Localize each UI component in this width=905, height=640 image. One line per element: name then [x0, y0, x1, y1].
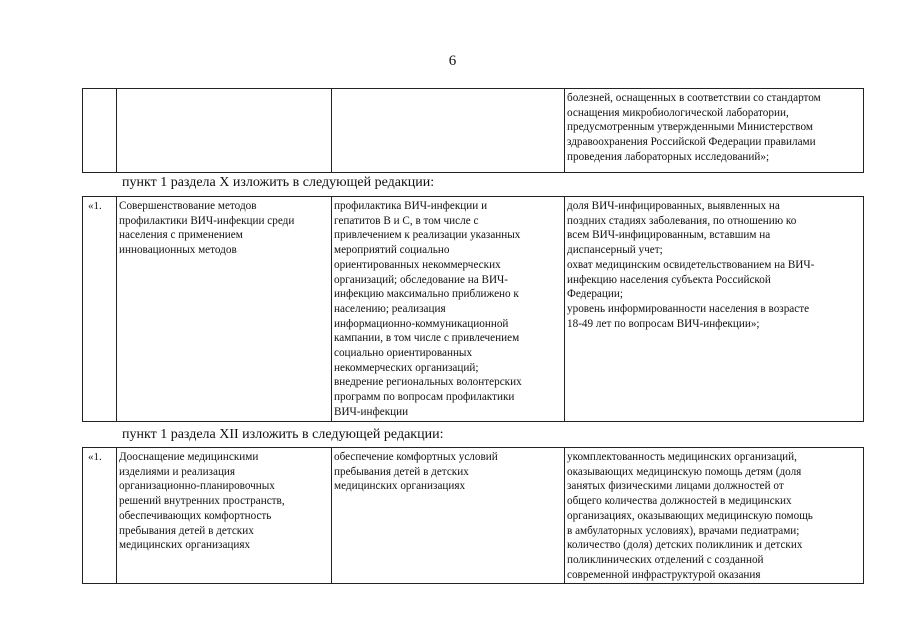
text-line: инфекцию максимально приближено к — [334, 288, 519, 301]
text-line: инфекцию населения субъекта Российской — [567, 273, 771, 286]
table-section-xii — [82, 447, 864, 584]
text-line: пребывания детей в детских — [119, 524, 254, 537]
text-line: инновационных методов — [119, 244, 237, 257]
cell-measures — [332, 197, 565, 422]
text-line: здравоохранения Российской Федерации правилами — [567, 136, 816, 149]
text-line: предусмотренным утвержденными Министерством — [567, 121, 813, 134]
text-line: организационно-планировочных — [119, 480, 275, 493]
text-line: информационно-коммуникационной — [334, 317, 509, 330]
text-line: некоммерческих организаций; — [334, 361, 479, 374]
text-line: доля ВИЧ-инфицированных, выявленных на — [567, 200, 780, 212]
text-line: Совершенствование методов — [119, 200, 257, 212]
text-line: болезней, оснащенных в соответствии со стандартом — [567, 92, 821, 104]
text-line: Дооснащение медицинскими — [119, 451, 259, 463]
text-line: профилактики ВИЧ-инфекции среди — [119, 214, 295, 227]
text-line: гепатитов В и С, в том числе с — [334, 214, 479, 227]
text-line: социально ориентированных — [334, 347, 473, 360]
text-line: кампании, в том числе с привлечением — [334, 332, 520, 345]
text-line: общего количества должностей в медицинских — [567, 495, 792, 508]
text-line: диспансерный учет; — [567, 244, 663, 257]
cell-activity — [117, 448, 332, 584]
table-row — [83, 448, 864, 584]
cell-marker — [83, 89, 117, 173]
text-line: проведения лабораторных исследований»; — [567, 150, 770, 163]
row-marker: «1. — [88, 451, 102, 463]
cell-activity — [117, 89, 332, 173]
text-line: в амбулаторных условиях), врачами педиатрами; — [567, 524, 800, 537]
text-line: организаций; обследование на ВИЧ- — [334, 273, 509, 286]
page-number: 6 — [448, 53, 457, 69]
text-line: оснащения микробиологической лаборатории, — [567, 106, 789, 119]
text-line: поздних стадиях заболевания, по отношению ко — [567, 214, 797, 227]
text-line: организациях, оказывающих медицинскую помощь — [567, 509, 813, 522]
text-line: пребывания детей в детских — [334, 465, 469, 478]
text-line: укомплектованность медицинских организаций, — [567, 451, 797, 463]
table-row — [83, 197, 864, 422]
text-line: уровень информированности населения в возрасте — [567, 302, 810, 315]
table-continuation — [82, 88, 864, 173]
text-line: охват медицинским освидетельствованием на ВИЧ- — [567, 258, 815, 271]
text-line: населения с применением — [119, 229, 243, 242]
text-line: внедрение региональных волонтерских — [334, 376, 522, 389]
text-line: ВИЧ-инфекции — [334, 405, 409, 418]
text-line: изделиями и реализация — [119, 465, 236, 478]
cell-activity — [117, 197, 332, 422]
text-line: всем ВИЧ-инфицированным, вставшим на — [567, 229, 771, 242]
cell-marker — [83, 448, 117, 584]
text-line: решений внутренних пространств, — [119, 495, 285, 508]
cell-indicators — [565, 448, 864, 584]
section-heading: пункт 1 раздела XII изложить в следующей редакции: — [122, 427, 444, 442]
text-line: медицинских организациях — [119, 539, 251, 552]
cell-indicators — [565, 89, 864, 173]
text-line: программ по вопросам профилактики — [334, 391, 515, 404]
row-marker: «1. — [88, 200, 102, 212]
table-section-x — [82, 196, 864, 422]
text-line: современной инфраструктурой оказания — [567, 568, 761, 581]
text-line: Федерации; — [567, 288, 623, 301]
table-row — [83, 89, 864, 173]
text-line: оказывающих медицинскую помощь детям (доля — [567, 465, 802, 478]
cell-indicators — [565, 197, 864, 422]
text-line: обеспечение комфортных условий — [334, 451, 498, 463]
cell-marker — [83, 197, 117, 422]
text-line: профилактика ВИЧ-инфекции и — [334, 200, 488, 212]
text-line: медицинских организациях — [334, 480, 466, 493]
section-heading: пункт 1 раздела X изложить в следующей редакции: — [122, 175, 435, 190]
cell-measures — [332, 448, 565, 584]
text-line: мероприятий социально — [334, 244, 450, 257]
cell-measures — [332, 89, 565, 173]
text-line: 18-49 лет по вопросам ВИЧ-инфекции»; — [567, 317, 760, 330]
text-line: ориентированных некоммерческих — [334, 258, 501, 271]
text-line: поликлинических отделений с созданной — [567, 553, 764, 566]
text-line: занятых физическими лицами должностей от — [567, 480, 784, 493]
text-line: населению; реализация — [334, 302, 446, 315]
text-line: привлечением к реализации указанных — [334, 229, 521, 242]
text-line: количество (доля) детских поликлиник и детских — [567, 539, 803, 552]
text-line: обеспечивающих комфортность — [119, 509, 272, 522]
